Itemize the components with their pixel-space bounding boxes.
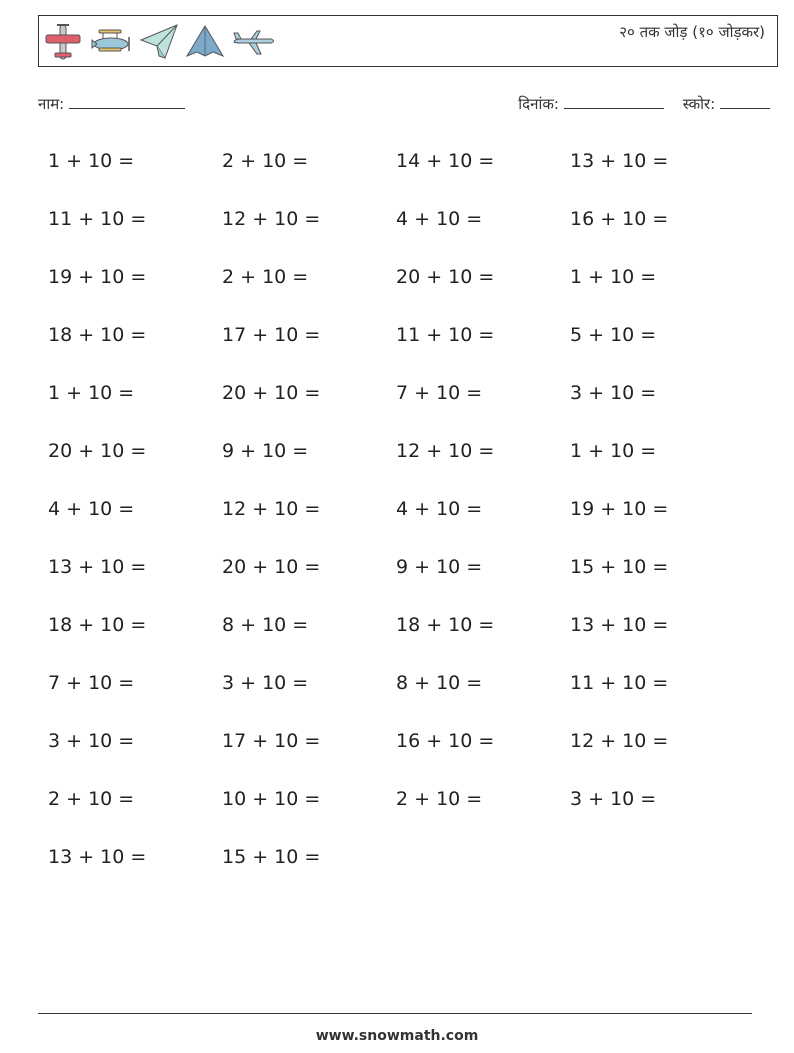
problem-item: 20 + 10 = [48,440,147,462]
problem-item: 20 + 10 = [396,266,495,288]
date-blank[interactable] [564,94,664,109]
problem-item: 18 + 10 = [48,614,147,636]
problem-item: 16 + 10 = [396,730,495,752]
footer-url: www.snowmath.com [315,1028,479,1044]
problem-item: 5 + 10 = [570,324,657,346]
problem-item: 19 + 10 = [570,498,669,520]
plane-icon [43,22,83,62]
date-score-fields [518,94,770,114]
problem-item: 12 + 10 = [222,498,321,520]
problem-item: 14 + 10 = [396,150,495,172]
problem-item: 4 + 10 = [48,498,135,520]
problem-item: 4 + 10 = [396,498,483,520]
problem-item: 7 + 10 = [48,672,135,694]
problem-item: 1 + 10 = [570,440,657,462]
name-field [38,94,185,114]
problem-item: 2 + 10 = [48,788,135,810]
problem-item: 9 + 10 = [222,440,309,462]
problem-item: 12 + 10 = [570,730,669,752]
problem-item: 9 + 10 = [396,556,483,578]
problem-item: 13 + 10 = [48,556,147,578]
problem-grid [48,140,748,894]
name-blank[interactable] [69,94,185,109]
problem-item: 1 + 10 = [570,266,657,288]
score-blank[interactable] [720,94,770,109]
date-label: दिनांक: [518,95,559,113]
header-icons [43,20,277,64]
problem-item: 2 + 10 = [222,150,309,172]
problem-item: 17 + 10 = [222,324,321,346]
worksheet-title: २० तक जोड़ (१० जोड़कर) [619,23,765,41]
problem-item: 3 + 10 = [570,788,657,810]
score-label: स्कोर: [682,95,716,113]
problem-item: 2 + 10 = [396,788,483,810]
problem-item: 15 + 10 = [570,556,669,578]
problem-item: 15 + 10 = [222,846,321,868]
problem-item: 4 + 10 = [396,208,483,230]
problem-item: 11 + 10 = [48,208,147,230]
footer-divider [38,1013,752,1014]
problem-item: 13 + 10 = [570,614,669,636]
paper-plane-icon [139,22,179,62]
problem-item: 11 + 10 = [396,324,495,346]
problem-item: 3 + 10 = [48,730,135,752]
problem-item: 7 + 10 = [396,382,483,404]
problem-item: 20 + 10 = [222,556,321,578]
problem-item: 3 + 10 = [222,672,309,694]
problem-item: 3 + 10 = [570,382,657,404]
biplane-icon [89,22,133,62]
problem-item: 10 + 10 = [222,788,321,810]
problem-item: 11 + 10 = [570,672,669,694]
problem-item: 8 + 10 = [396,672,483,694]
airliner-icon [231,22,277,62]
problem-item: 18 + 10 = [396,614,495,636]
problem-item: 1 + 10 = [48,150,135,172]
problem-item: 13 + 10 = [570,150,669,172]
problem-item: 12 + 10 = [396,440,495,462]
worksheet-header [38,15,778,67]
problem-item: 16 + 10 = [570,208,669,230]
problem-item: 18 + 10 = [48,324,147,346]
name-label: नाम: [38,95,65,113]
stealth-jet-icon [185,22,225,62]
problem-item: 13 + 10 = [48,846,147,868]
problem-item: 20 + 10 = [222,382,321,404]
problem-item: 17 + 10 = [222,730,321,752]
problem-item: 1 + 10 = [48,382,135,404]
problem-item: 8 + 10 = [222,614,309,636]
problem-item: 2 + 10 = [222,266,309,288]
problem-item: 19 + 10 = [48,266,147,288]
problem-item: 12 + 10 = [222,208,321,230]
